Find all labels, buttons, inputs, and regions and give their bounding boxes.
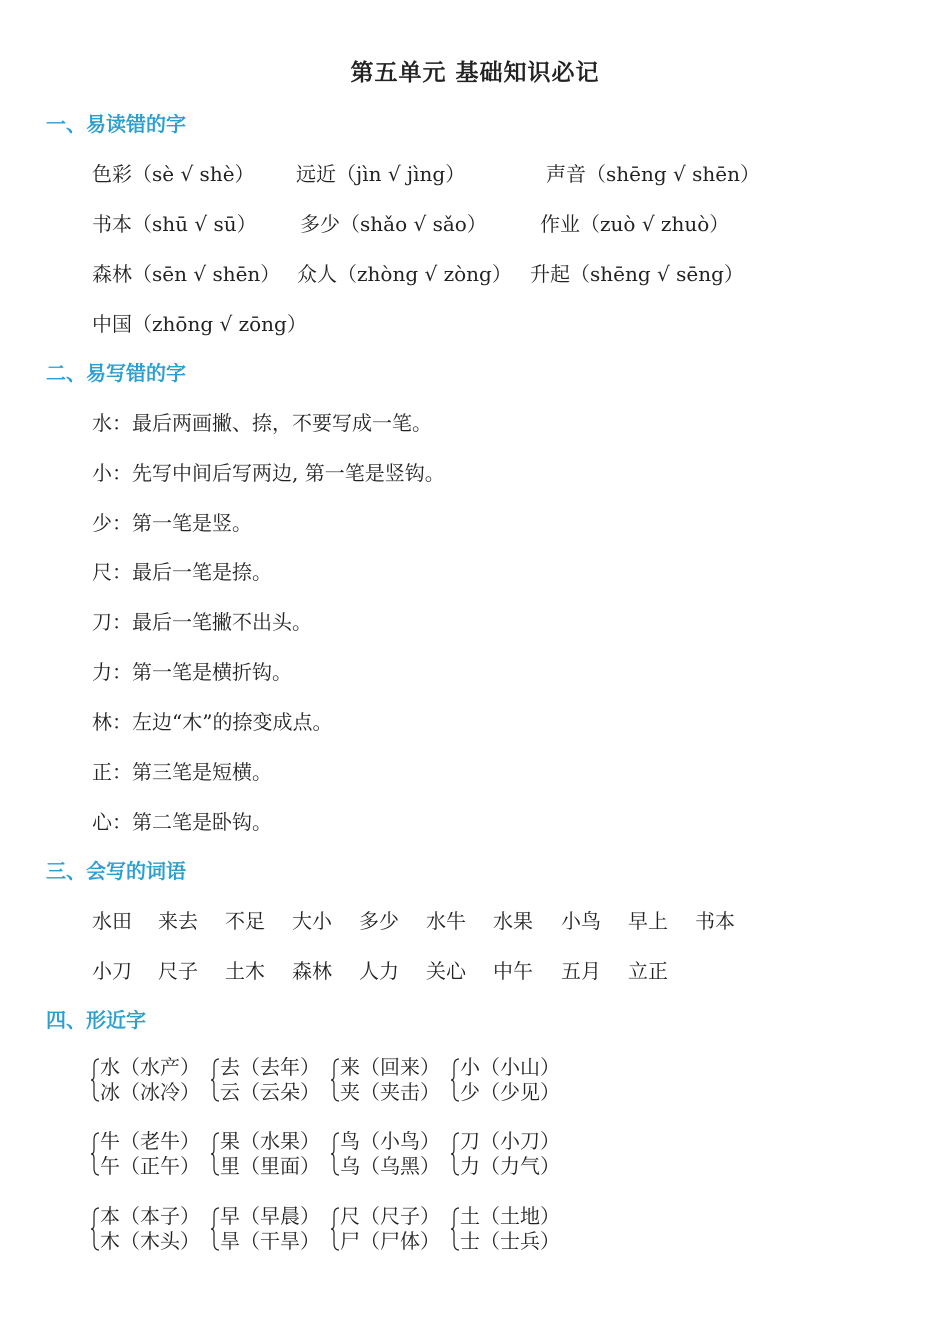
word: 关心 xyxy=(426,959,466,983)
similar-char: 土（土地） xyxy=(460,1204,560,1228)
similar-char: 小（小山） xyxy=(460,1055,560,1079)
word: 中午 xyxy=(493,959,533,983)
writing-note: 尺：最后一笔是捺。 xyxy=(92,560,272,584)
similar-char: 云（云朵） xyxy=(220,1080,320,1104)
similar-pair xyxy=(212,1129,320,1179)
pinyin-item: 书本（shū √ sū） xyxy=(92,212,257,236)
word: 尺子 xyxy=(158,959,198,983)
word: 大小 xyxy=(292,909,332,933)
word: 五月 xyxy=(561,959,601,983)
writing-note: 少：第一笔是竖。 xyxy=(92,511,252,535)
similar-char: 旱（干旱） xyxy=(220,1229,320,1253)
word: 小刀 xyxy=(92,959,132,983)
word: 水果 xyxy=(493,909,533,933)
section-heading-miswritten: 二、易写错的字 xyxy=(46,361,186,385)
section-heading-misread: 一、易读错的字 xyxy=(46,112,186,136)
pinyin-item: 色彩（sè √ shè） xyxy=(92,162,255,186)
brace-icon xyxy=(210,1132,220,1176)
similar-char: 力（力气） xyxy=(460,1154,560,1178)
similar-char: 本（本子） xyxy=(100,1204,200,1228)
word: 来去 xyxy=(158,909,198,933)
similar-char: 木（木头） xyxy=(100,1229,200,1253)
writing-note: 力：第一笔是横折钩。 xyxy=(92,660,292,684)
pinyin-item: 作业（zuò √ zhuò） xyxy=(540,212,730,236)
similar-char: 早（早晨） xyxy=(220,1204,320,1228)
similar-char: 去（去年） xyxy=(220,1055,320,1079)
brace-icon xyxy=(450,1058,460,1102)
writing-note: 心：第二笔是卧钩。 xyxy=(92,810,272,834)
similar-pair xyxy=(332,1055,440,1105)
brace-icon xyxy=(210,1207,220,1251)
writing-note: 刀：最后一笔撇不出头。 xyxy=(92,610,312,634)
pinyin-item: 升起（shēng √ sēng） xyxy=(530,262,744,286)
word: 多少 xyxy=(359,909,399,933)
similar-char: 果（水果） xyxy=(220,1129,320,1153)
brace-icon xyxy=(330,1058,340,1102)
section-heading-words: 三、会写的词语 xyxy=(46,859,186,883)
word: 水牛 xyxy=(426,909,466,933)
brace-icon xyxy=(450,1207,460,1251)
word: 森林 xyxy=(292,959,332,983)
similar-pair xyxy=(452,1129,560,1179)
writing-note: 正：第三笔是短横。 xyxy=(92,760,272,784)
section-heading-similar: 四、形近字 xyxy=(46,1008,146,1032)
similar-pair xyxy=(92,1204,200,1254)
brace-icon xyxy=(90,1207,100,1251)
similar-pair xyxy=(452,1055,560,1105)
writing-note: 林：左边“木”的捺变成点。 xyxy=(92,710,333,734)
word: 人力 xyxy=(359,959,399,983)
similar-char: 鸟（小鸟） xyxy=(340,1129,440,1153)
pinyin-item: 声音（shēng √ shēn） xyxy=(546,162,760,186)
brace-icon xyxy=(90,1058,100,1102)
similar-char: 乌（乌黑） xyxy=(340,1154,440,1178)
similar-char: 牛（老牛） xyxy=(100,1129,200,1153)
similar-char: 水（水产） xyxy=(100,1055,200,1079)
similar-pair xyxy=(212,1204,320,1254)
pinyin-item: 众人（zhòng √ zòng） xyxy=(297,262,512,286)
word: 立正 xyxy=(628,959,668,983)
brace-icon xyxy=(210,1058,220,1102)
word: 土木 xyxy=(225,959,265,983)
similar-char: 尺（尺子） xyxy=(340,1204,440,1228)
brace-icon xyxy=(330,1132,340,1176)
similar-pair xyxy=(332,1204,440,1254)
word: 书本 xyxy=(695,909,735,933)
similar-char: 午（正午） xyxy=(100,1154,200,1178)
writing-note: 水：最后两画撇、捺，不要写成一笔。 xyxy=(92,411,432,435)
similar-char: 夹（夹击） xyxy=(340,1080,440,1104)
pinyin-item: 森林（sēn √ shēn） xyxy=(92,262,281,286)
similar-char: 刀（小刀） xyxy=(460,1129,560,1153)
similar-pair xyxy=(92,1055,200,1105)
word: 不足 xyxy=(225,909,265,933)
similar-char: 来（回来） xyxy=(340,1055,440,1079)
similar-pair xyxy=(212,1055,320,1105)
similar-pair xyxy=(332,1129,440,1179)
similar-char: 冰（冰冷） xyxy=(100,1080,200,1104)
similar-char: 士（士兵） xyxy=(460,1229,560,1253)
word: 小鸟 xyxy=(561,909,601,933)
writing-note: 小：先写中间后写两边, 第一笔是竖钩。 xyxy=(92,461,445,485)
word: 水田 xyxy=(92,909,132,933)
brace-icon xyxy=(330,1207,340,1251)
similar-pair xyxy=(92,1129,200,1179)
word: 早上 xyxy=(628,909,668,933)
similar-char: 尸（尸体） xyxy=(340,1229,440,1253)
similar-pair xyxy=(452,1204,560,1254)
brace-icon xyxy=(90,1132,100,1176)
pinyin-item: 远近（jìn √ jìng） xyxy=(296,162,466,186)
similar-char: 少（少见） xyxy=(460,1080,560,1104)
brace-icon xyxy=(450,1132,460,1176)
similar-char: 里（里面） xyxy=(220,1154,320,1178)
page-title: 第五单元 基础知识必记 xyxy=(350,60,600,86)
pinyin-item: 多少（shǎo √ sǎo） xyxy=(300,212,487,236)
pinyin-item: 中国（zhōng √ zōng） xyxy=(92,312,307,336)
